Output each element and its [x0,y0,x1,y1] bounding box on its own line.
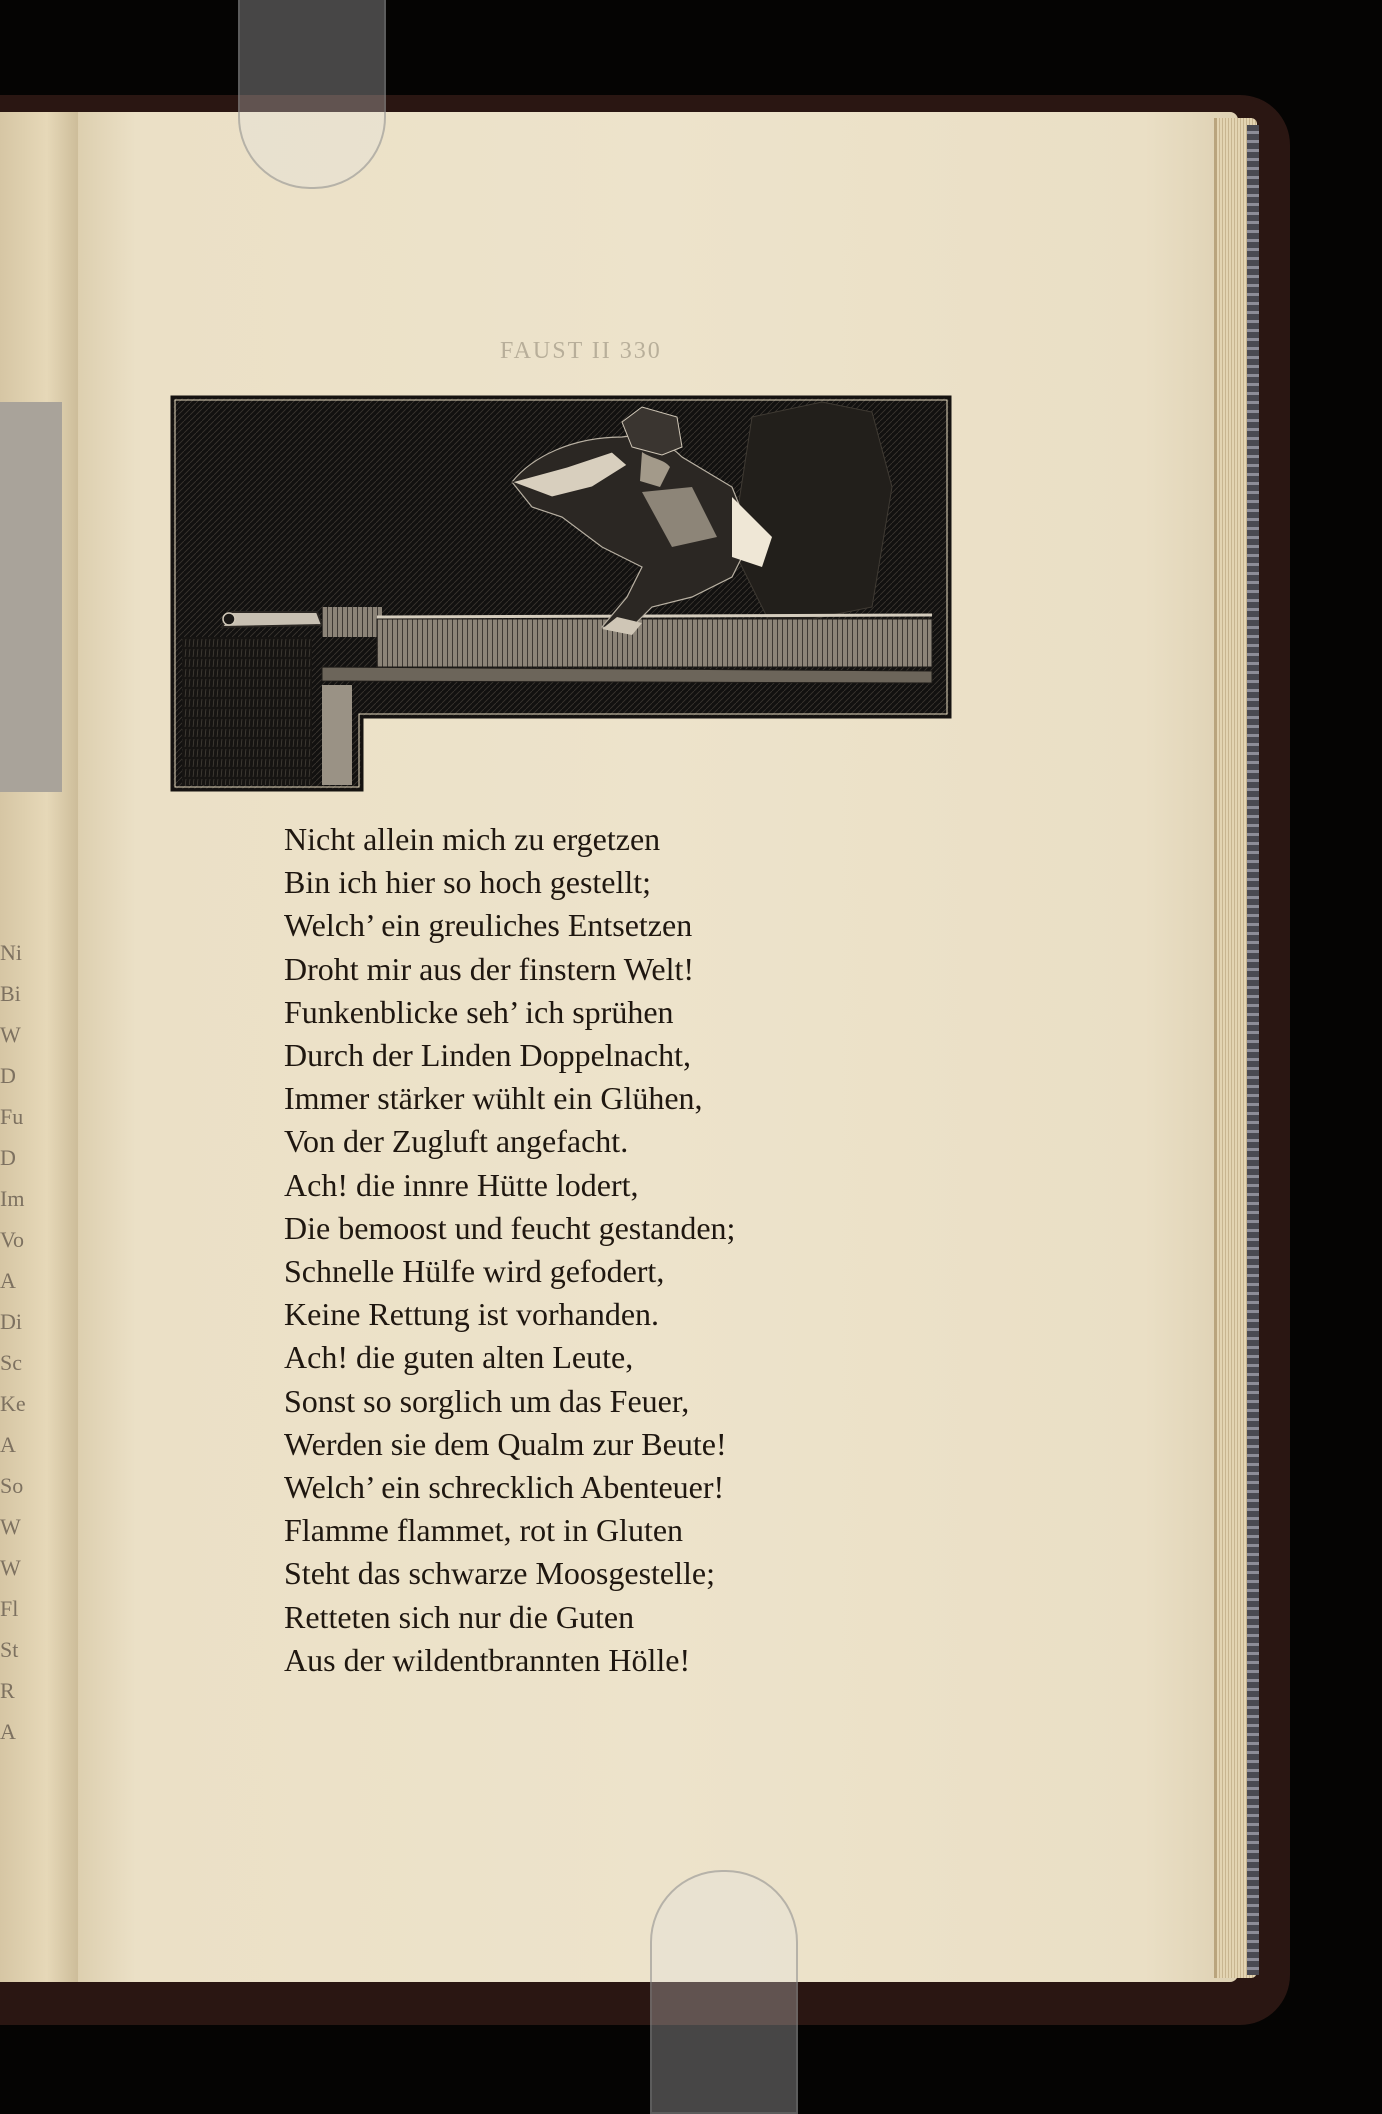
left-page [0,112,78,1982]
left-page-illustration-edge [0,402,62,792]
verse-line: Retteten sich nur die Guten [284,1598,635,1635]
verse-line: Ach! die innre Hütte lodert, [284,1166,639,1203]
engraving-lynceus-on-watchtower-icon [172,397,950,790]
verse-line: Welch’ ein schrecklich Abenteuer! [284,1469,725,1506]
verse-line: Immer stärker wühlt ein Glühen, [284,1080,703,1117]
verse-line: Droht mir aus der finstern Welt! [284,950,695,987]
verse-line: Aus der wildentbrannten Hölle! [284,1641,691,1678]
verse-line: Bin ich hier so hoch gestellt; [284,864,652,901]
verse-line: Flamme flammet, rot in Gluten [284,1512,684,1549]
verse-line: Sonst so sorglich um das Feuer, [284,1382,690,1419]
verse-line: Schnelle Hülfe wird gefodert, [284,1253,665,1290]
verse-line: Funkenblicke seh’ ich sprühen [284,993,674,1030]
verse-line: Die bemoost und feucht gestanden; [284,1209,736,1246]
verse-line: Durch der Linden Doppelnacht, [284,1037,691,1074]
verse-line: Welch’ ein greuliches Entsetzen [284,907,693,944]
verse-line: Von der Zugluft angefacht. [284,1123,629,1160]
verse-line: Nicht allein mich zu ergetzen [284,821,661,857]
bookmark-ribbon [1247,125,1259,1975]
poem-verse [284,818,735,1682]
verse-line: Werden sie dem Qualm zur Beute! [284,1425,727,1462]
verse-line: Steht das schwarze Moosgestelle; [284,1555,715,1592]
page-clip-top [238,0,386,189]
page-clip-bottom [650,1870,798,2114]
verse-line: Keine Rettung ist vorhanden. [284,1296,660,1333]
verse-line: Ach! die guten alten Leute, [284,1339,634,1376]
left-page-text-edge: Ni Bi W D Fu D Im Vo A Di Sc Ke A So W W Fl St R A [0,940,26,1744]
bleed-through-header: FAUST II 330 [500,338,662,364]
